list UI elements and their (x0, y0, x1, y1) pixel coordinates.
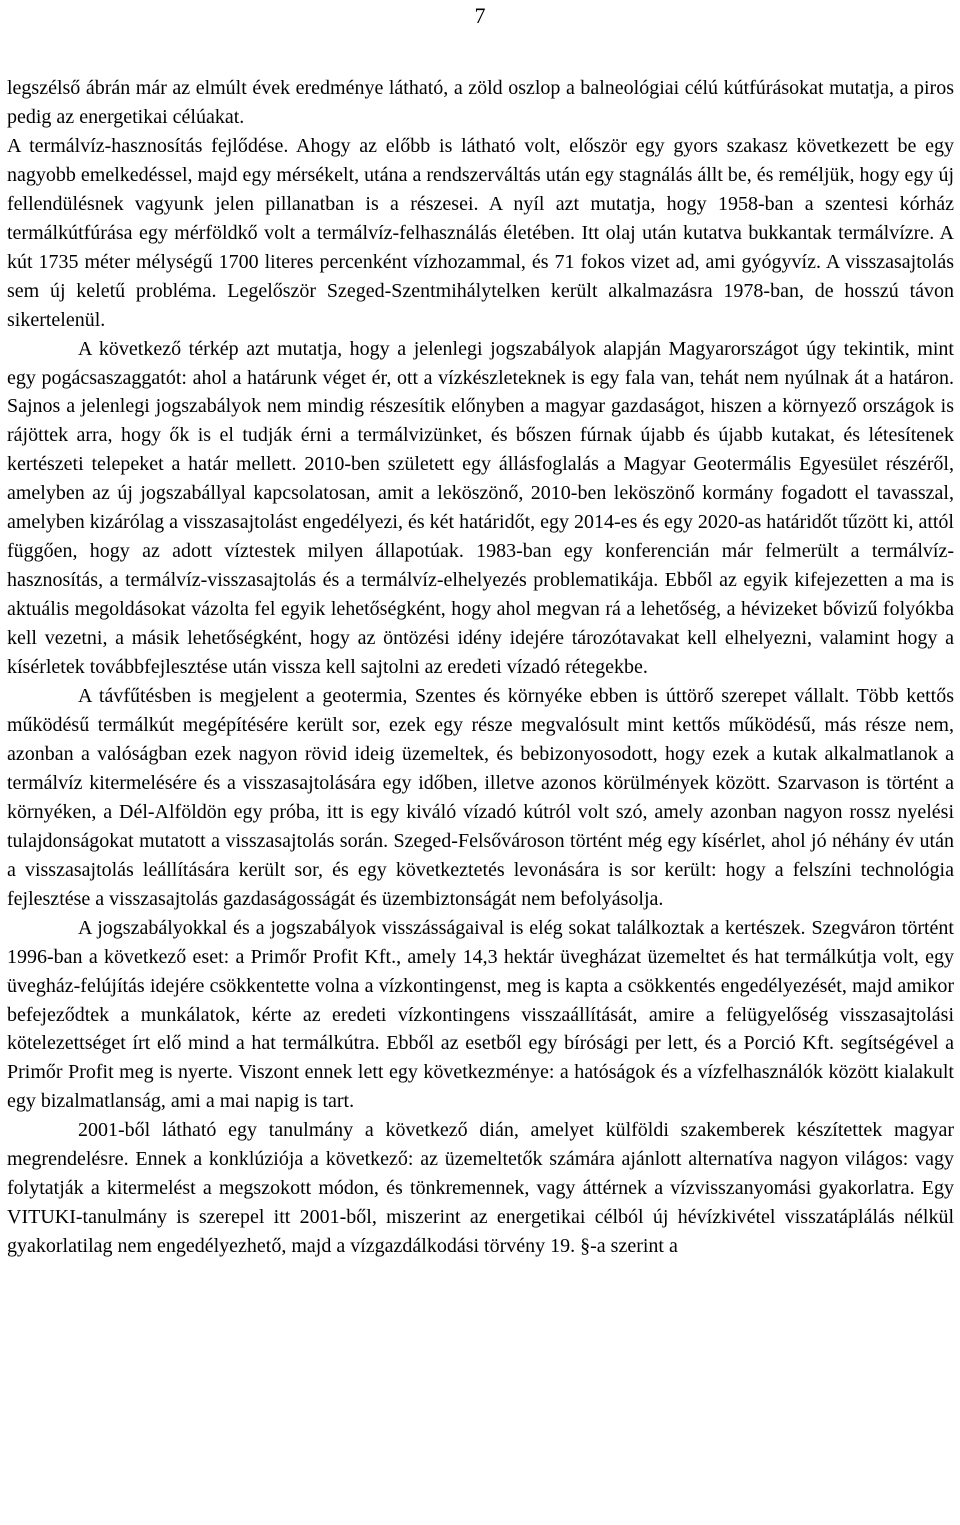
paragraph-6: 2001-ből látható egy tanulmány a következő dián, amelyet külföldi szakemberek készítettek magyar megrendelésre. Ennek a konklúziója a következő: az üzemeltetők számára ajánlott alternatíva nagyon világos: vagy folytatják a kitermelést a megszokott módon, és tönkremennek, vagy áttérnek a vízvisszanyomási gyakorlatra. Egy VITUKI-tanulmány is szerepel itt 2001-ből, miszerint az energetikai célból új hévízkivétel visszatáplálás nélkül gyakorlatilag nem engedélyezhető, majd a vízgazdálkodási törvény 19. §-a szerint a (7, 1119, 954, 1258)
paragraph-2: A termálvíz-hasznosítás fejlődése. Ahogy az előbb is látható volt, először egy gyors szakasz következett be egy nagyobb emelkedéssel, majd egy mérsékelt, utána a rendszerváltás után egy stagnálás állt be, és reméljük, hogy egy új fellendülésnek vagyunk jelen pillanatban is a részesei. A nyíl azt mutatja, hogy 1958-ban a szentesi kórház termálkútfúrása egy mérföldkő volt a termálvíz-felhasználás életében. Itt olaj után kutatva bukkantak termálvízre. A kút 1735 méter mélységű 1700 literes percenként vízhozammal, és 71 fokos vizet ad, ami gyógyvíz. A visszasajtolás sem új keletű probléma. Legelőször Szeged-Szentmihálytelken került alkalmazásra 1978-ban, de hosszú távon sikertelenül. (7, 134, 954, 331)
document-body (7, 74, 954, 1261)
paragraph-1: legszélső ábrán már az elmúlt évek eredménye látható, a zöld oszlop a balneológiai célú kútfúrásokat mutatja, a piros pedig az energetikai célúakat. (7, 77, 954, 128)
paragraph-5: A jogszabályokkal és a jogszabályok visszásságaival is elég sokat találkoztak a kertészek. Szegváron történt 1996-ban a következő eset: a Primőr Profit Kft., amely 14,3 hektár üvegházat üzemeltet és hat termálkútja volt, egy üvegház-felújítás idejére csökkentette volna a vízkontingenst, meg is kapta a csökkentés engedélyezését, majd amikor befejeződtek a munkálatok, kérte az eredeti vízkontingens visszaállítását, amire a felügyelőség visszasajtolási kötelezettséget írt elő mind a hat termálkútra. Ebből az esetből egy bírósági per lett, és a Porció Kft. segítségével a Primőr Profit meg is nyerte. Viszont ennek lett egy következménye: a hatóságok és a vízfelhasználók között kialakult egy bizalmatlanság, ami a mai napig is tart. (7, 916, 954, 1113)
paragraph-3: A következő térkép azt mutatja, hogy a jelenlegi jogszabályok alapján Magyarországot úgy tekintik, mint egy pogácsaszaggatót: ahol a határunk véget ér, ott a vízkészleteknek is egy fala van, tehát nem nyúlnak át a határon. Sajnos a jelenlegi jogszabályok nem mindig részesítik előnyben a magyar gazdaságot, hiszen a környező országok is rájöttek arra, hogy ők is el tudják érni a termálvizünket, és bőszen fúrnak újabb és újabb kutakat, és létesítenek kertészeti telepeket a határ mellett. 2010-ben született egy állásfoglalás a Magyar Geotermális Egyesület részéről, amelyben az új jogszabállyal kapcsolatosan, amit a leköszönő, 2010-ben leköszönő kormány fogadott el tavasszal, amelyben kizárólag a visszasajtolást engedélyezi, és két határidőt, egy 2014-es és egy 2020-as határidőt tűzött ki, attól függően, hogy az adott víztestek milyen állapotúak. 1983-ban egy konferencián már felmerült a termálvíz-hasznosítás, a termálvíz-visszasajtolás és a termálvíz-elhelyezés problematikája. Ebből az egyik kifejezetten a ma is aktuális megoldásokat vázolta fel egyik lehetőségként, hogy ahol megvan rá a lehetőség, a hévizeket bővizű folyókba kell vezetni, a másik lehetőségként, hogy az öntözési idény idejére tározótavakat kell elhelyezni, valamint hogy a kísérletek továbbfejlesztése után vissza kell sajtolni az eredeti vízadó rétegekbe. (7, 337, 954, 679)
page-number: 7 (474, 3, 486, 28)
paragraph-4: A távfűtésben is megjelent a geotermia, Szentes és környéke ebben is úttörő szerepet vállalt. Több kettős működésű termálkút megépítésére került sor, ezek egy része megvalósult mint kettős működésű, más része nem, azonban a valóságban ezek nagyon rövid ideig üzemeltek, és bebizonyosodott, hogy ezek a kutak alkalmatlanok a termálvíz kitermelésére és a visszasajtolására egy időben, illetve azonos körülmények között. Szarvason is történt a környéken, a Dél-Alföldön egy próba, itt is egy kiváló vízadó kútról volt szó, amely azonban nagyon rossz nyelési tulajdonságokat mutatott a visszasajtolás során. Szeged-Felsővároson történt még egy kísérlet, ahol jó néhány év után a visszasajtolás leállítására került sor, és egy következtetés levonására is sor került: hogy a felszíni technológia fejlesztése a visszasajtolás gazdaságosságát és üzembiztonságát nem befolyásolja. (7, 685, 954, 910)
